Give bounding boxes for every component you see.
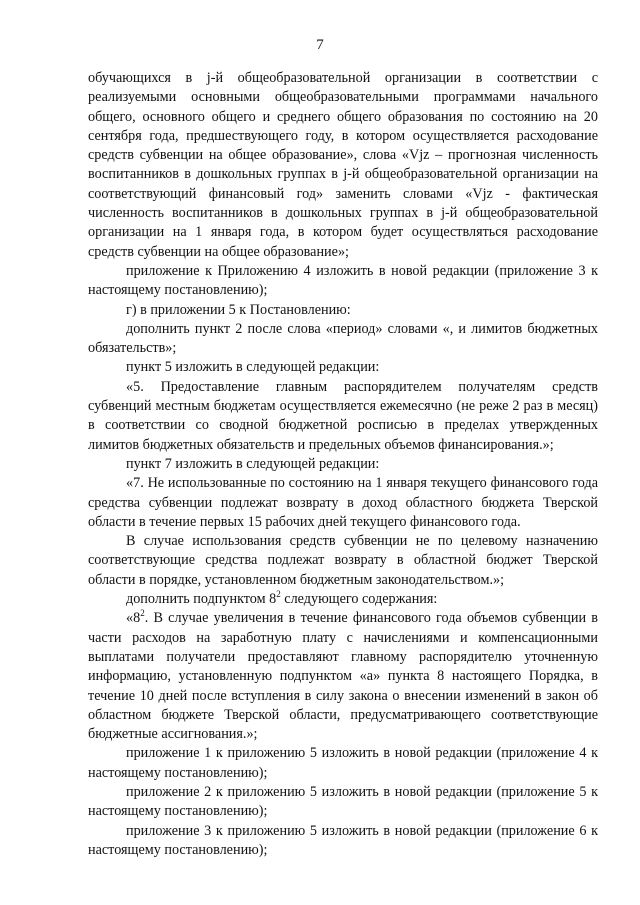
superscript: 2 (140, 608, 145, 619)
paragraph-10-text: дополнить подпунктом 8 (126, 591, 277, 608)
paragraph-13: приложение 2 к приложению 5 изложить в новой редакции (приложение 5 к настоящему постановлению); (88, 783, 598, 820)
paragraph-1: обучающихся в j-й общеобразовательной организации в соответствии с реализуемыми основными общеобразовательными программами начального общего, основного общего и среднего общего образования по состоянию на 20 сентября года, предшествующего году, в котором осуществляется расходование средств субвенции на общее образование», слова «Vjz – прогнозная численность воспитанников в дошкольных группах в j-й общеобразовательной организации на соответствующий финансовый год» заменить словами «Vjz - фактическая численность воспитанников в дошкольных группах в j-й общеобразовательной организации на 1 января года, в котором будет осуществляться расходование средств субвенции на общее образование»; (88, 70, 598, 260)
paragraph-5: пункт 5 изложить в следующей редакции: (126, 359, 380, 376)
page-number: 7 (316, 37, 324, 53)
paragraph-11-text: «8 (126, 610, 141, 627)
paragraph-6: «5. Предоставление главным распорядителем получателям средств субвенций местным бюджетам осуществляется ежемесячно (не реже 2 раз в месяц) в соответствии со сводной бюджетной росписью в пределах утвержденных лимитов бюджетных обязательств и предельных объемов финансирования.»; (88, 378, 598, 453)
paragraph-11 (88, 609, 598, 744)
paragraph-3: г) в приложении 5 к Постановлению: (126, 301, 351, 318)
paragraph-4: дополнить пункт 2 после слова «период» словами «, и лимитов бюджетных обязательств»; (88, 320, 598, 357)
paragraph-8: «7. Не использованные по состоянию на 1 января текущего финансового года средства субвенции подлежат возврату в доход областного бюджета Тверской области в течение первых 15 рабочих дней текущего финансового года. (88, 475, 598, 530)
document-body (88, 69, 598, 860)
paragraph-11-tail: . В случае увеличения в течение финансового года объемов субвенции в части расходов на заработную плату с начислениями и компенсационными выплатами получатели предоставляют главному распорядителю уточненную информацию, установленную подпунктом «а» пункта 8 настоящего Порядка, в течение 10 дней после вступления в силу закона о внесении изменений в закон об областном бюджете Тверской области, предусматривающего соответствующие бюджетные ассигнования.»; (88, 610, 598, 743)
paragraph-9: В случае использования средств субвенции не по целевому назначению соответствующие средства подлежат возврату в областной бюджет Тверской области в порядке, установленном бюджетным законодательством.»; (88, 533, 598, 588)
paragraph-10-tail: следующего содержания: (280, 591, 438, 608)
paragraph-7: пункт 7 изложить в следующей редакции: (126, 455, 380, 472)
paragraph-12: приложение 1 к приложению 5 изложить в новой редакции (приложение 4 к настоящему постановлению); (88, 745, 598, 781)
paragraph-14: приложение 3 к приложению 5 изложить в новой редакции (приложение 6 к настоящему постановлению); (88, 822, 598, 858)
paragraph-10 (88, 590, 598, 609)
paragraph-2: приложение к Приложению 4 изложить в новой редакции (приложение 3 к настоящему постановлению); (88, 262, 598, 299)
superscript: 2 (276, 589, 281, 600)
